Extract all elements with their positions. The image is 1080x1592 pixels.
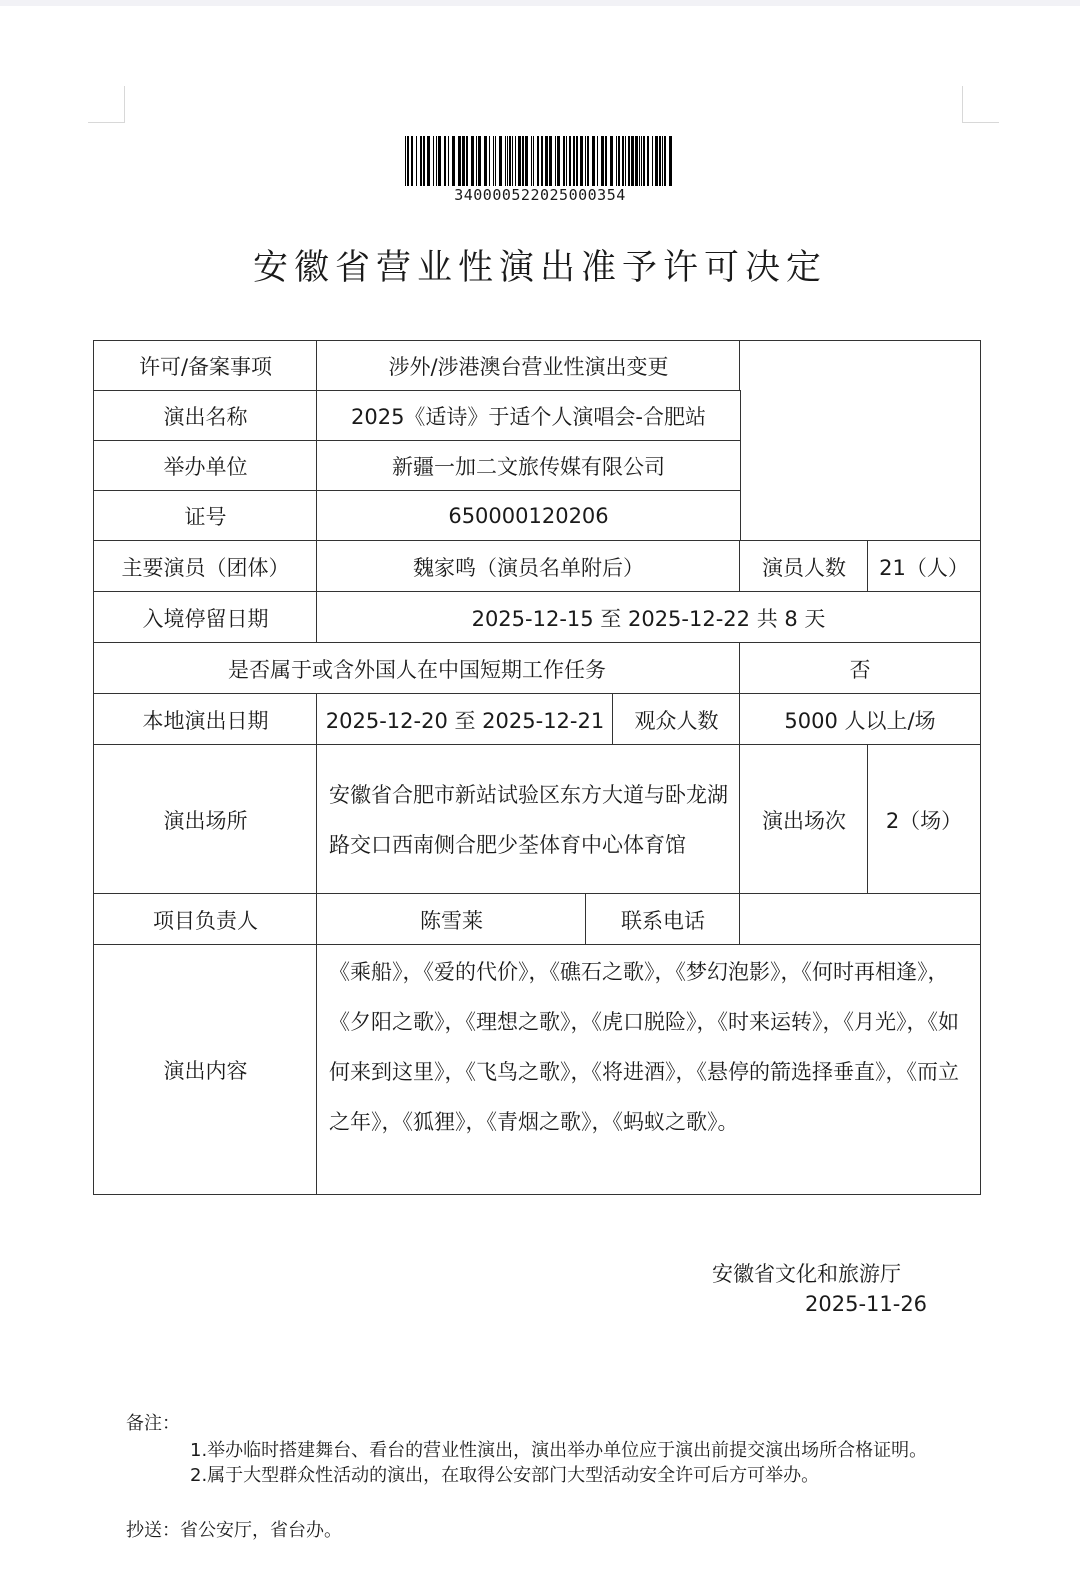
content-value: 《乘船》，《爱的代价》，《礁石之歌》，《梦幻泡影》，《何时再相逢》，《夕阳之歌》，《理想之歌》，《虎口脱险》，《时来运转》，《月光》，《如何来到这里》，《飞鸟之歌》，《将进酒》，《悬停的箭选择垂直》，《而立之年》，《狐狸》，《青烟之歌》，《蚂蚁之歌》。 <box>316 944 981 1195</box>
show-name-label: 演出名称 <box>93 390 318 442</box>
performer-count-value: 21（人） <box>867 540 981 593</box>
entry-stay-label: 入境停留日期 <box>93 591 318 644</box>
venue-label: 演出场所 <box>93 744 318 895</box>
manager-label: 项目负责人 <box>93 893 318 946</box>
crop-mark-top-right <box>962 86 999 123</box>
shows-label: 演出场次 <box>739 744 869 895</box>
entry-stay-value: 2025-12-15 至 2025-12-22 共 8 天 <box>316 591 981 644</box>
issue-date: 2025-11-26 <box>805 1292 928 1316</box>
document-title: 安徽省营业性演出准予许可决定 <box>252 248 827 288</box>
foreign-work-value: 否 <box>739 642 981 695</box>
blank-photo-area <box>739 340 981 542</box>
license-no-label: 证号 <box>93 490 318 542</box>
manager-value: 陈雪莱 <box>316 893 587 946</box>
organizer-value: 新疆一加二文旅传媒有限公司 <box>316 440 741 492</box>
barcode <box>405 136 675 186</box>
note-item-2: 2.属于大型群众性活动的演出，在取得公安部门大型活动安全许可后方可举办。 <box>190 1465 820 1486</box>
audience-label: 观众人数 <box>612 693 741 746</box>
venue-value: 安徽省合肥市新站试验区东方大道与卧龙湖路交口西南侧合肥少荃体育中心体育馆 <box>316 744 741 895</box>
content-label: 演出内容 <box>93 944 318 1195</box>
permit-item-label: 许可/备案事项 <box>93 340 318 392</box>
foreign-work-label: 是否属于或含外国人在中国短期工作任务 <box>93 642 741 695</box>
cc-line: 抄送：省公安厅，省台办。 <box>126 1520 342 1541</box>
issuer-name: 安徽省文化和旅游厅 <box>712 1262 901 1286</box>
phone-label: 联系电话 <box>585 893 741 946</box>
phone-value <box>739 893 981 946</box>
crop-mark-top-left <box>88 86 125 123</box>
note-item-1: 1.举办临时搭建舞台、看台的营业性演出，演出举办单位应于演出前提交演出场所合格证明。 <box>190 1440 928 1461</box>
permit-item-value: 涉外/涉港澳台营业性演出变更 <box>316 340 741 392</box>
permit-table <box>93 340 981 1195</box>
license-no-value: 650000120206 <box>316 490 741 542</box>
document-page <box>0 6 1080 1592</box>
barcode-number: 340000522025000354 <box>454 186 626 204</box>
local-date-value: 2025-12-20 至 2025-12-21 <box>316 693 614 746</box>
local-date-label: 本地演出日期 <box>93 693 318 746</box>
audience-value: 5000 人以上/场 <box>739 693 981 746</box>
organizer-label: 举办单位 <box>93 440 318 492</box>
shows-value: 2（场） <box>867 744 981 895</box>
performer-count-label: 演员人数 <box>739 540 869 593</box>
show-name-value: 2025《适诗》于适个人演唱会-合肥站 <box>316 390 741 442</box>
main-performer-value: 魏家鸣（演员名单附后） <box>316 540 741 593</box>
notes-label: 备注： <box>126 1413 180 1434</box>
main-performer-label: 主要演员（团体） <box>93 540 318 593</box>
